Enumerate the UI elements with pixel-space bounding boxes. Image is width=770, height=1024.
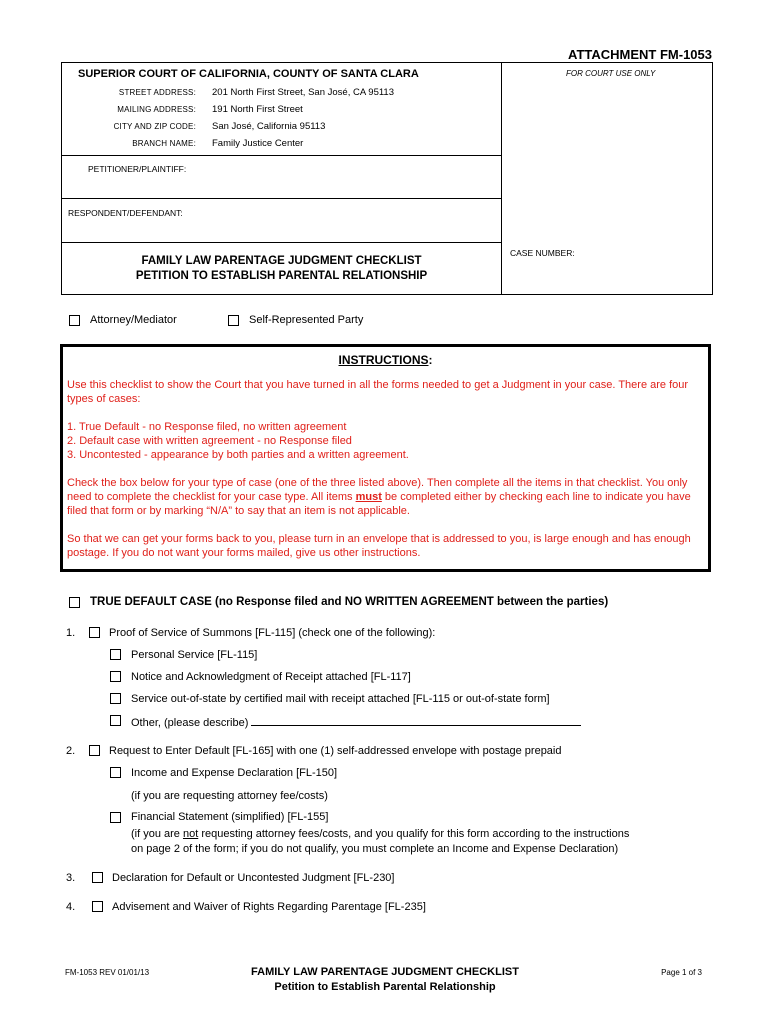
financial-statement-note-line: on page 2 of the form; if you do not qualify, you must complete an Income and Expense Declaration) bbox=[131, 843, 619, 855]
income-expense-label: Income and Expense Declaration [FL-150] bbox=[131, 767, 338, 779]
case-type-item: 2. Default case with written agreement - no Response filed bbox=[67, 435, 352, 447]
note-text: (if you are bbox=[131, 828, 183, 840]
item-number: 2. bbox=[66, 745, 76, 757]
financial-statement-note bbox=[131, 827, 711, 857]
item-3-checkbox[interactable] bbox=[92, 872, 103, 883]
service-out-of-state-checkbox[interactable] bbox=[110, 693, 121, 704]
item-1-checkbox[interactable] bbox=[89, 627, 100, 638]
attorney-checkbox[interactable] bbox=[69, 315, 80, 326]
instructions-envelope-paragraph: So that we can get your forms back to you, please turn in an envelope that is addressed to you, is large enough and has enough postage. If you do not want your forms mailed, give us other instructions. bbox=[67, 533, 691, 559]
case-number-label: CASE NUMBER: bbox=[510, 248, 575, 258]
note-emphasis-not: not bbox=[182, 828, 199, 840]
financial-statement-checkbox[interactable] bbox=[110, 812, 121, 823]
financial-statement-note-line bbox=[131, 827, 711, 842]
form-revision: FM-1053 REV 01/01/13 bbox=[65, 968, 150, 977]
form-title-line-1: FAMILY LAW PARENTAGE JUDGMENT CHECKLIST bbox=[141, 255, 422, 267]
for-court-use-label: FOR COURT USE ONLY bbox=[566, 69, 656, 78]
form-title-line-2: PETITION TO ESTABLISH PARENTAL RELATIONSHIP bbox=[135, 270, 428, 282]
attorney-label: Attorney/Mediator bbox=[90, 314, 177, 326]
personal-service-label: Personal Service [FL-115] bbox=[131, 649, 258, 661]
instructions-emphasis-must: must bbox=[355, 491, 382, 503]
self-represented-checkbox[interactable] bbox=[228, 315, 239, 326]
instructions-text: Check the box below for your type of case (one of the three listed above). Then complete all the items in that checklist. You only need to complete the checklist for your case type. All items bbox=[67, 477, 688, 503]
branch-name-label: BRANCH NAME: bbox=[132, 139, 196, 148]
street-address-label: STREET ADDRESS: bbox=[118, 88, 196, 97]
personal-service-checkbox[interactable] bbox=[110, 649, 121, 660]
footer-title bbox=[200, 965, 570, 995]
footer-title-line-1: FAMILY LAW PARENTAGE JUDGMENT CHECKLIST bbox=[251, 966, 519, 978]
case-type-item: 1. True Default - no Response filed, no written agreement bbox=[67, 421, 347, 433]
notice-acknowledgment-checkbox[interactable] bbox=[110, 671, 121, 682]
form-title bbox=[61, 254, 502, 284]
item-1-label: Proof of Service of Summons [FL-115] (check one of the following): bbox=[109, 627, 436, 639]
respondent-label: RESPONDENT/DEFENDANT: bbox=[68, 208, 183, 218]
true-default-case-heading: TRUE DEFAULT CASE (no Response filed and NO WRITTEN AGREEMENT between the parties) bbox=[90, 596, 609, 608]
branch-name-value: Family Justice Center bbox=[212, 138, 304, 149]
instructions-title bbox=[60, 353, 711, 367]
petitioner-label: PETITIONER/PLAINTIFF: bbox=[88, 164, 187, 174]
other-service-label: Other, (please describe) bbox=[131, 717, 252, 729]
divider bbox=[61, 242, 502, 243]
city-zip-label: CITY AND ZIP CODE: bbox=[113, 122, 196, 131]
mailing-address-label: MAILING ADDRESS: bbox=[117, 105, 196, 114]
street-address-value: 201 North First Street, San José, CA 95113 bbox=[212, 87, 395, 98]
instructions-title-colon: : bbox=[428, 353, 433, 367]
notice-acknowledgment-label: Notice and Acknowledgment of Receipt attached [FL-117] bbox=[131, 671, 411, 683]
mailing-address-value: 191 North First Street bbox=[212, 104, 303, 115]
item-2-checkbox[interactable] bbox=[89, 745, 100, 756]
page-number: Page 1 of 3 bbox=[661, 968, 702, 977]
item-4-label: Advisement and Waiver of Rights Regarding Parentage [FL-235] bbox=[112, 901, 426, 913]
note-text: requesting attorney fees/costs, and you qualify for this form according to the instructions bbox=[198, 828, 630, 840]
case-type-list bbox=[67, 420, 705, 462]
income-expense-checkbox[interactable] bbox=[110, 767, 121, 778]
income-expense-note: (if you are requesting attorney fee/costs) bbox=[131, 790, 328, 802]
item-number: 3. bbox=[66, 872, 76, 884]
case-type-item: 3. Uncontested - appearance by both parties and a written agreement. bbox=[67, 449, 409, 461]
other-service-checkbox[interactable] bbox=[110, 715, 121, 726]
other-describe-field[interactable] bbox=[251, 715, 581, 726]
true-default-case-checkbox[interactable] bbox=[69, 597, 80, 608]
city-zip-value: San José, California 95113 bbox=[212, 121, 326, 132]
item-number: 1. bbox=[66, 627, 76, 639]
item-3-label: Declaration for Default or Uncontested Judgment [FL-230] bbox=[112, 872, 395, 884]
instructions-title-text: INSTRUCTIONS bbox=[338, 353, 429, 367]
court-name: SUPERIOR COURT OF CALIFORNIA, COUNTY OF SANTA CLARA bbox=[78, 68, 419, 80]
instructions-intro: Use this checklist to show the Court that you have turned in all the forms needed to get a Judgment in your case. There are four types of cases: bbox=[67, 379, 689, 405]
instructions-check-paragraph bbox=[67, 476, 705, 518]
self-represented-label: Self-Represented Party bbox=[249, 314, 364, 326]
service-out-of-state-label: Service out-of-state by certified mail with receipt attached [FL-115 or out-of-state form] bbox=[131, 693, 550, 705]
item-4-checkbox[interactable] bbox=[92, 901, 103, 912]
attachment-title: ATTACHMENT FM-1053 bbox=[568, 47, 712, 62]
instructions-text: be completed either by checking each line to indicate you have filed that form or by marking “N/A” to say that an item is not applicable. bbox=[67, 491, 691, 517]
divider bbox=[61, 155, 502, 156]
item-2-label: Request to Enter Default [FL-165] with one (1) self-addressed envelope with postage prepaid bbox=[109, 745, 562, 757]
item-number: 4. bbox=[66, 901, 76, 913]
footer-title-line-2: Petition to Establish Parental Relationship bbox=[274, 981, 496, 993]
divider bbox=[61, 198, 502, 199]
financial-statement-label: Financial Statement (simplified) [FL-155] bbox=[131, 811, 329, 823]
other-service-row bbox=[131, 715, 581, 729]
